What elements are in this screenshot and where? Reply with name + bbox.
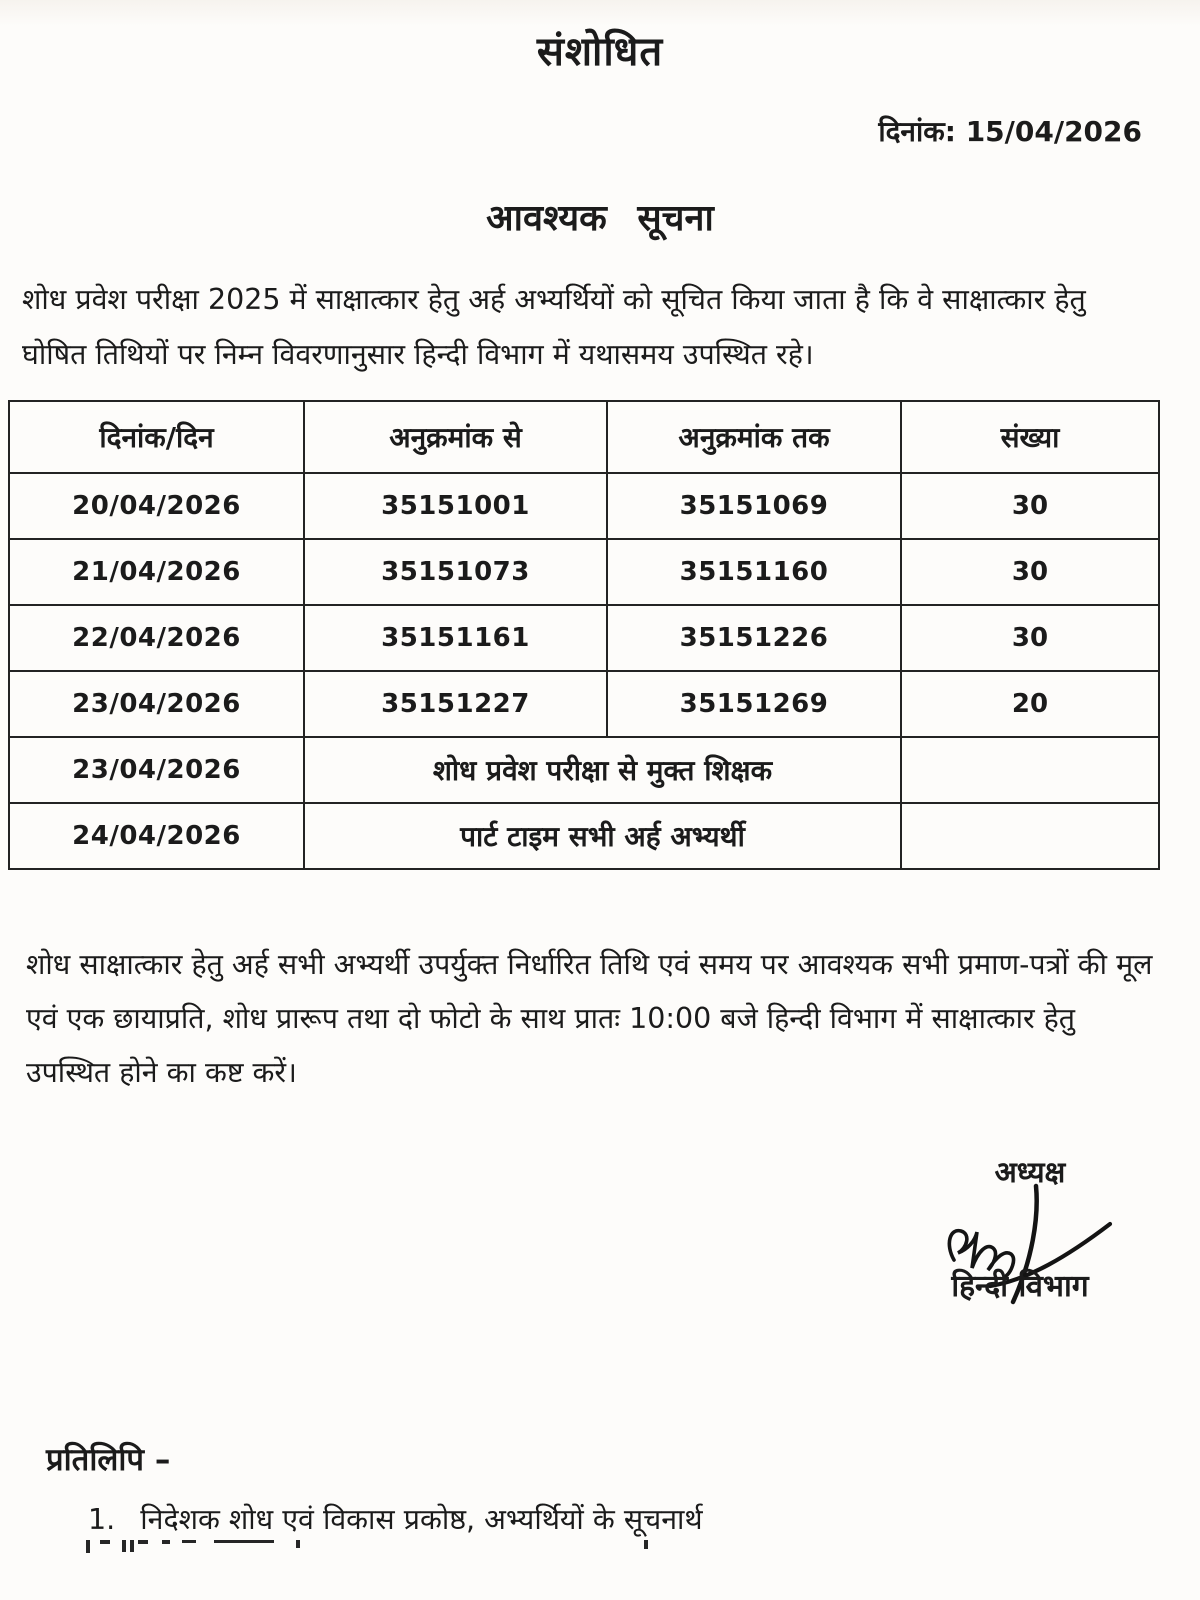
table-row [9,539,1159,605]
row-count: 20 [901,671,1159,737]
row-date: 21/04/2026 [9,539,304,605]
row-count [901,737,1159,803]
row-to: 35151269 [607,671,901,737]
cut-off-text-remnant [86,1540,766,1553]
table-row [9,671,1159,737]
row-date: 22/04/2026 [9,605,304,671]
copy-to-item [88,1500,988,1538]
header-rollno-from: अनुक्रमांक से [304,401,607,473]
copy-item-number: 1. [88,1503,116,1536]
date-value: 15/04/2026 [965,115,1142,148]
signatory-designation: अध्यक्ष [994,1155,1066,1189]
row-date: 23/04/2026 [9,671,304,737]
table-row [9,605,1159,671]
row-count [901,803,1159,869]
table-row-merged [9,737,1159,803]
table-header-row [9,401,1159,473]
notice-heading: आवश्यक सूचना [486,198,714,239]
row-date: 23/04/2026 [9,737,304,803]
interview-schedule-table [8,400,1160,870]
date-label: दिनांक: [878,115,956,148]
date-line [878,112,1142,150]
row-count: 30 [901,605,1159,671]
copy-item-text: निदेशक शोध एवं विकास प्रकोष्ठ, अभ्यर्थियों के सूचनार्थ [140,1503,703,1536]
row-date: 24/04/2026 [9,803,304,869]
header-count: संख्या [901,401,1159,473]
row-from: 35151227 [304,671,607,737]
row-to: 35151226 [607,605,901,671]
document-title: संशोधित [536,29,664,75]
row-to: 35151160 [607,539,901,605]
row-date: 20/04/2026 [9,473,304,539]
table-row [9,473,1159,539]
copy-to-label: प्रतिलिपि – [46,1442,171,1478]
row-from: 35151073 [304,539,607,605]
signatory-department: हिन्दी विभाग [951,1269,1089,1304]
row-to: 35151069 [607,473,901,539]
row-description: शोध प्रवेश परीक्षा से मुक्त शिक्षक [304,737,901,803]
row-from: 35151001 [304,473,607,539]
row-count: 30 [901,539,1159,605]
header-rollno-to: अनुक्रमांक तक [607,401,901,473]
table-row-merged [9,803,1159,869]
intro-paragraph: शोध प्रवेश परीक्षा 2025 में साक्षात्कार हेतु अर्ह अभ्यर्थियों को सूचित किया जाता है कि वे साक्षात्कार हेतु घोषित तिथियों पर निम्न विवरणानुसार हिन्दी विभाग में यथासमय उपस्थित रहे। [22,283,1086,371]
header-date: दिनांक/दिन [9,401,304,473]
row-description: पार्ट टाइम सभी अर्ह अभ्यर्थी [304,803,901,869]
row-from: 35151161 [304,605,607,671]
instructions-paragraph: शोध साक्षात्कार हेतु अर्ह सभी अभ्यर्थी उपर्युक्त निर्धारित तिथि एवं समय पर आवश्यक सभी प्रमाण-पत्रों की मूल एवं एक छायाप्रति, शोध प्रारूप तथा दो फोटो के साथ प्रातः 10:00 बजे हिन्दी विभाग में साक्षात्कार हेतु उपस्थित होने का कष्ट करें। [26,948,1153,1089]
row-count: 30 [901,473,1159,539]
